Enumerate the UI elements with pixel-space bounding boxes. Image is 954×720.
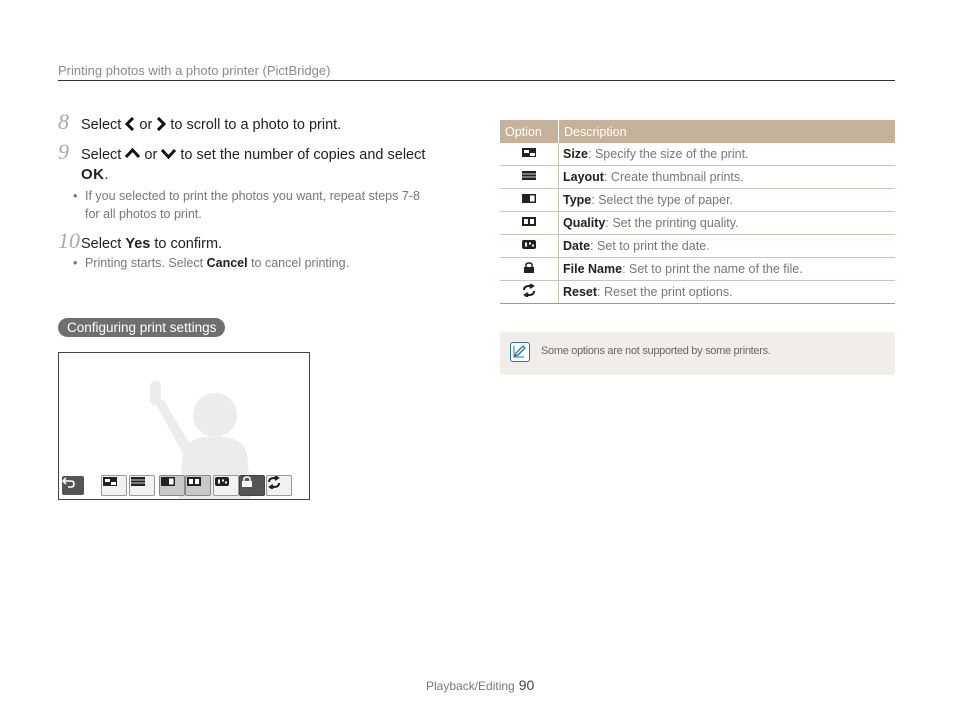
page-footer [426,677,534,693]
toolbar-type-button[interactable] [159,475,185,496]
table-row [500,281,895,304]
row-description [559,212,896,235]
quality-icon [186,476,202,487]
row-description [559,166,896,189]
header-option: Option [500,120,559,143]
row-desc: : Create thumbnail prints. [603,170,744,184]
row-term: Type [563,193,592,207]
row-desc: : Set to print the date. [590,239,710,253]
row-term: Reset [563,285,598,299]
step-or: or [144,147,158,163]
toolbar-quality-button[interactable] [185,475,211,496]
layout-icon [521,170,537,181]
back-button[interactable] [62,476,84,495]
toolbar-file-name-button[interactable] [239,475,265,496]
row-description [559,235,896,258]
date-icon [214,476,230,487]
reset-icon [267,476,281,489]
row-desc: : Select the type of paper. [591,193,734,207]
yes-key: Yes [125,236,151,252]
row-desc: : Set to print the name of the file. [622,262,803,276]
footer-section: Playback/Editing [426,679,515,693]
bullet-pre: Printing starts. Select [85,256,204,270]
table-row [500,143,895,166]
step-pre: Select [81,147,122,163]
toolbar-layout-button[interactable] [129,475,155,496]
table-row [500,258,895,281]
row-description [559,281,896,304]
step-number: 8 [58,109,69,134]
header-rule [58,80,895,81]
bullet-printing-starts [85,254,349,272]
file-name-icon [522,262,536,274]
step-post: to confirm. [154,236,223,252]
chevron-down-icon [161,148,176,159]
row-term: File Name [563,262,623,276]
step-text [81,234,222,254]
reset-icon [522,284,536,297]
step-number: 10 [58,228,80,253]
type-icon [160,476,176,487]
note-text: Some options are not supported by some printers. [541,345,771,357]
table-row [500,189,895,212]
row-description [559,143,896,166]
row-icon-cell [500,189,559,212]
row-icon-cell [500,281,559,304]
row-term: Size [563,147,589,161]
camera-screen [58,352,310,500]
table-row [500,166,895,189]
note-box [500,332,895,375]
size-icon [521,147,537,158]
bullet-line: for all photos to print. [85,207,202,221]
table-row [500,235,895,258]
row-icon-cell [500,258,559,281]
row-term: Quality [563,216,606,230]
chevron-up-icon [125,148,140,159]
step-pre: Select [81,236,122,252]
file-name-icon [240,476,254,488]
cancel-key: Cancel [206,256,248,270]
size-icon [102,476,118,487]
note-pencil-icon [510,342,530,362]
row-description [559,258,896,281]
page-number: 90 [518,677,535,693]
header-description: Description [559,120,896,143]
bullet-line: If you selected to print the photos you want, repeat steps 7-8 [85,189,420,203]
ok-button-label: OK [81,166,105,183]
row-icon-cell [500,143,559,166]
row-icon-cell [500,235,559,258]
options-table [500,120,895,304]
section-title: Configuring print settings [58,318,225,337]
row-desc: : Reset the print options. [597,285,733,299]
toolbar-date-button[interactable] [213,475,239,496]
type-icon [521,193,537,204]
table-header-row [500,120,895,143]
row-icon-cell [500,166,559,189]
toolbar-size-button[interactable] [101,475,127,496]
step-text [81,145,425,165]
step-pre: Select [81,117,122,133]
bullet-repeat-steps [85,187,420,223]
step-text [81,115,341,135]
page-header: Printing photos with a photo printer (PictBridge) [58,63,331,78]
bullet-post: to cancel printing. [251,256,350,270]
layout-icon [130,476,146,487]
row-term: Layout [563,170,604,184]
step-post: to set the number of copies and select [180,147,426,163]
row-desc: : Specify the size of the print. [588,147,749,161]
date-icon [521,239,537,250]
chevron-right-icon [156,117,166,131]
step-or: or [139,117,153,133]
table-row [500,212,895,235]
chevron-left-icon [125,117,135,131]
step-end: . [104,167,109,183]
row-term: Date [563,239,591,253]
back-arrow-icon [62,476,76,488]
row-description [559,189,896,212]
step-post: to scroll to a photo to print. [170,117,342,133]
quality-icon [521,216,537,227]
step-number: 9 [58,139,69,164]
row-desc: : Set the printing quality. [605,216,739,230]
row-icon-cell [500,212,559,235]
toolbar-reset-button[interactable] [266,475,292,496]
step-text-line2 [81,165,109,185]
